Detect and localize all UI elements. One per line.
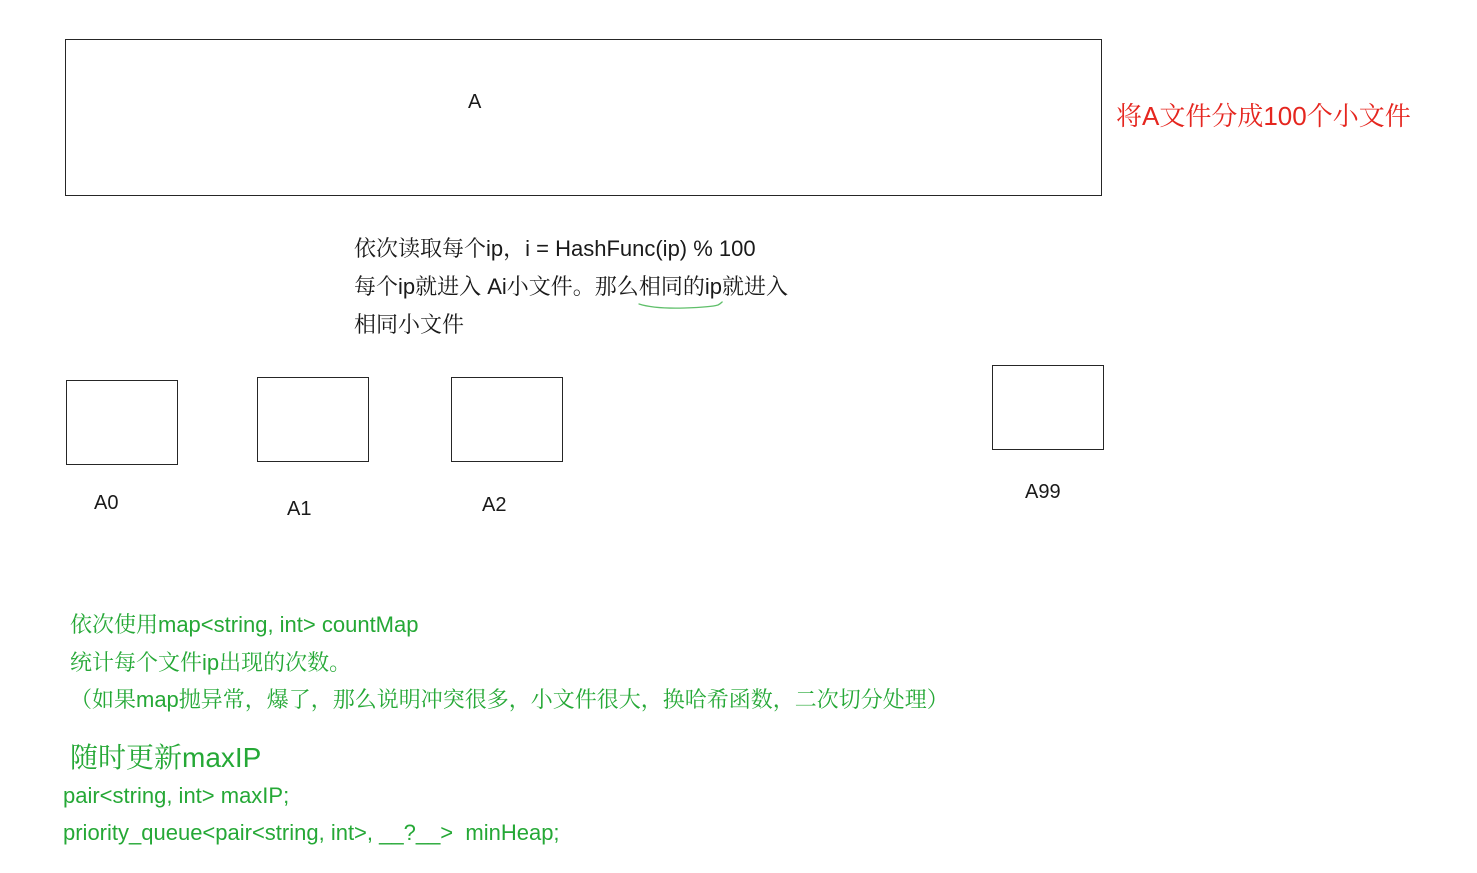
- source-file-box: [65, 39, 1102, 196]
- count-map-line-3: （如果map抛异常，爆了，那么说明冲突很多，小文件很大，换哈希函数，二次切分处理）: [70, 687, 949, 712]
- description-line-2-end: 就进入: [721, 274, 788, 299]
- small-file-label-a0: A0: [94, 492, 119, 514]
- green-underline-stroke: [639, 301, 722, 309]
- small-file-label-a2: A2: [482, 494, 507, 516]
- count-map-notes: [70, 606, 949, 719]
- small-file-label-a1: A1: [287, 498, 312, 520]
- count-map-line-1: 依次使用map<string, int> countMap: [70, 612, 419, 637]
- split-files-note: 将A文件分成100个小文件: [1116, 101, 1411, 131]
- code-line-max-ip: pair<string, int> maxIP;: [63, 783, 290, 808]
- description-line-1: 依次读取每个ip，i = HashFunc(ip) % 100: [354, 236, 756, 261]
- hash-description: [354, 230, 788, 344]
- description-line-3: 相同小文件: [354, 312, 465, 337]
- small-file-box-a1: [257, 377, 369, 462]
- max-ip-code: [63, 777, 560, 851]
- highlighted-phrase: [639, 268, 722, 306]
- small-file-label-a99: A99: [1025, 481, 1061, 503]
- source-file-label: A: [468, 91, 482, 113]
- max-ip-heading: 随时更新maxIP: [70, 742, 262, 773]
- count-map-line-2: 统计每个文件ip出现的次数。: [70, 649, 352, 675]
- highlighted-phrase-text: 相同的ip: [638, 274, 722, 299]
- small-file-box-a2: [451, 377, 563, 462]
- small-file-box-a0: [66, 380, 178, 465]
- code-line-min-heap: priority_queue<pair<string, int>, __?__> minHeap;: [63, 820, 560, 845]
- small-file-box-a99: [992, 365, 1104, 450]
- underline-stroke-path: [639, 302, 722, 308]
- description-line-2: [354, 268, 788, 306]
- description-line-2-start: 每个ip就进入 Ai小文件。那么: [354, 274, 639, 299]
